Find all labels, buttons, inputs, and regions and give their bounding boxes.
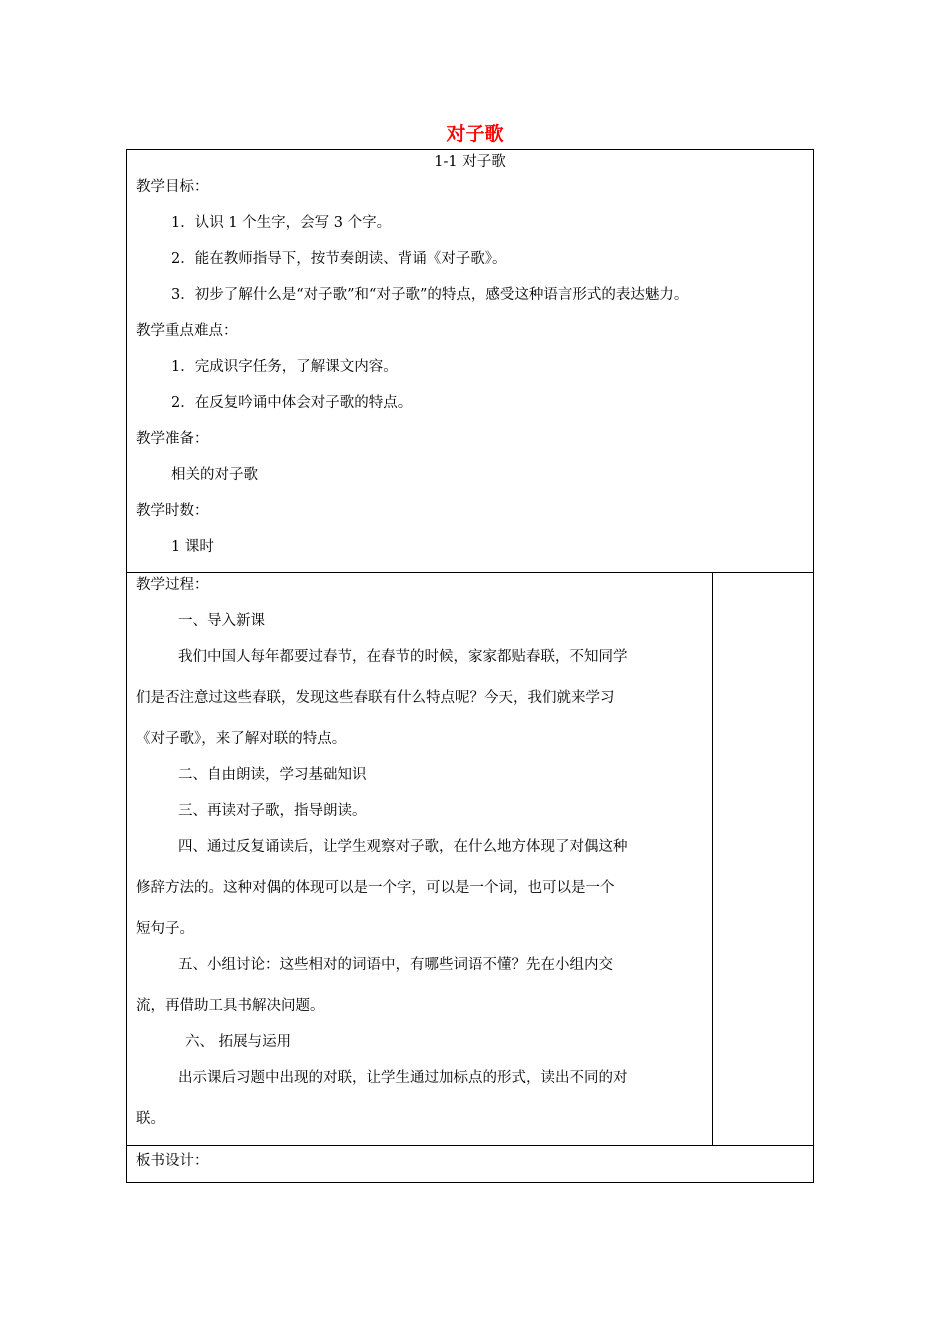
process-step: 一、导入新课 — [178, 613, 265, 629]
preparation-heading: 教学准备： — [136, 431, 209, 447]
process-paragraph-line: 们是否注意过这些春联，发现这些春联有什么特点呢？今天，我们就来学习 — [136, 690, 615, 706]
key-point-item: 1．完成识字任务，了解课文内容。 — [171, 359, 398, 375]
goal-item: 1．认识 1 个生字，会写 3 个字。 — [171, 215, 392, 231]
process-paragraph-line: 五、小组讨论：这些相对的词语中，有哪些词语不懂？先在小组内交 — [178, 957, 613, 973]
table-notes-column-divider — [712, 572, 713, 1145]
process-paragraph-line: 联。 — [136, 1111, 165, 1127]
process-paragraph-line: 出示课后习题中出现的对联，让学生通过加标点的形式，读出不同的对 — [178, 1070, 628, 1086]
key-point-item: 2．在反复吟诵中体会对子歌的特点。 — [171, 395, 413, 411]
process-paragraph-line: 四、通过反复诵读后，让学生观察对子歌，在什么地方体现了对偶这种 — [178, 839, 628, 855]
lesson-subtitle: 1-1 对子歌 — [434, 154, 506, 170]
process-step: 三、再读对子歌，指导朗读。 — [178, 803, 367, 819]
process-paragraph-line: 修辞方法的。这种对偶的体现可以是一个字，可以是一个词，也可以是一个 — [136, 880, 615, 896]
table-divider-process — [126, 572, 814, 573]
process-step: 六、 拓展与运用 — [185, 1034, 292, 1050]
table-divider-board — [126, 1145, 814, 1146]
key-points-heading: 教学重点难点： — [136, 323, 238, 339]
process-step: 二、自由朗读，学习基础知识 — [178, 767, 367, 783]
process-paragraph-line: 短句子。 — [136, 921, 194, 937]
hours-heading: 教学时数： — [136, 503, 209, 519]
hours-text: 1 课时 — [171, 539, 214, 555]
board-design-heading: 板书设计： — [136, 1153, 209, 1169]
process-paragraph-line: 《对子歌》，来了解对联的特点。 — [136, 731, 347, 747]
goal-item: 2．能在教师指导下，按节奏朗读、背诵《对子歌》。 — [171, 251, 507, 267]
process-heading: 教学过程： — [136, 577, 209, 593]
process-paragraph-line: 我们中国人每年都要过春节，在春节的时候，家家都贴春联，不知同学 — [178, 649, 628, 665]
process-paragraph-line: 流，再借助工具书解决问题。 — [136, 998, 325, 1014]
document-title: 对子歌 — [446, 123, 504, 145]
preparation-text: 相关的对子歌 — [171, 467, 258, 483]
goals-heading: 教学目标： — [136, 179, 209, 195]
goal-item: 3．初步了解什么是“对子歌”和“对子歌”的特点，感受这种语言形式的表达魅力。 — [171, 287, 689, 303]
